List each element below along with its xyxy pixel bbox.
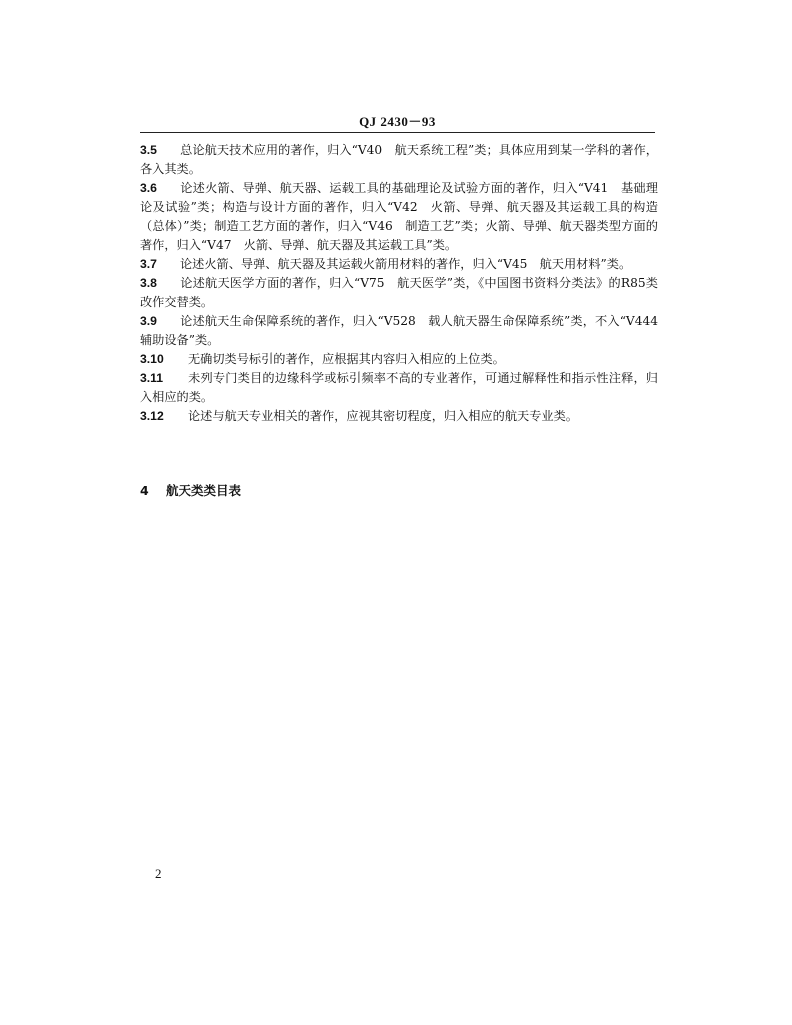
clause-3-5: [140, 141, 658, 179]
clause-text: 论述航天生命保障系统的著作，归入“V528 载人航天器生命保障系统”类，不入“V444 辅助设备”类。: [140, 314, 671, 347]
clause-number: 3.8: [140, 276, 157, 290]
clause-list: [140, 141, 671, 426]
clause-number: 3.5: [140, 143, 157, 157]
clause-3-11: [140, 369, 658, 407]
clause-text: 论述航天医学方面的著作，归入“V75 航天医学”类，《中国图书资料分类法》的R85类改作交替类。: [140, 276, 658, 309]
clause-text: 论述火箭、导弹、航天器及其运载火箭用材料的著作，归入“V45 航天用材料”类。: [180, 257, 632, 271]
clause-3-10: [140, 350, 658, 369]
clause-text: 未列专门类目的边缘科学或标引频率不高的专业著作，可通过解释性和指示性注释，归入相应的类。: [140, 371, 658, 404]
clause-number: 3.12: [140, 409, 164, 423]
clause-3-6: [140, 179, 658, 255]
header-rule: [140, 132, 655, 133]
clause-number: 3.7: [140, 257, 157, 271]
section-number: 4: [140, 483, 149, 498]
clause-3-7: [140, 255, 658, 274]
clause-number: 3.6: [140, 181, 157, 195]
clause-text: 论述与航天专业相关的著作，应视其密切程度，归入相应的航天专业类。: [188, 409, 578, 423]
section-title-text: 航天类类目表: [166, 483, 242, 498]
clause-number: 3.9: [140, 314, 157, 328]
section-heading: [140, 481, 241, 499]
clause-text: 论述火箭、导弹、航天器、运载工具的基础理论及试验方面的著作，归入“V41 基础理论及试验”类；构造与设计方面的著作，归入“V42 火箭、导弹、航天器及其运载工具的构造（总体）”类；制造工艺方面的著作，归入“V46 制造工艺”类；火箭、导弹、航天器类型方面的著作，归入“V47 火箭、导弹、航天器及其运载工具”类。: [140, 181, 658, 252]
standard-code-header: QJ 2430－93: [359, 114, 436, 129]
clause-3-8: [140, 274, 658, 312]
clause-3-12: [140, 407, 658, 426]
clause-text: 总论航天技术应用的著作，归入“V40 航天系统工程”类；具体应用到某一学科的著作，各入其类。: [140, 143, 658, 176]
clause-number: 3.10: [140, 352, 164, 366]
clause-3-9: [140, 312, 671, 350]
page-number: 2: [155, 866, 162, 881]
clause-number: 3.11: [140, 371, 164, 385]
clause-text: 无确切类号标引的著作，应根据其内容归入相应的上位类。: [188, 352, 505, 366]
